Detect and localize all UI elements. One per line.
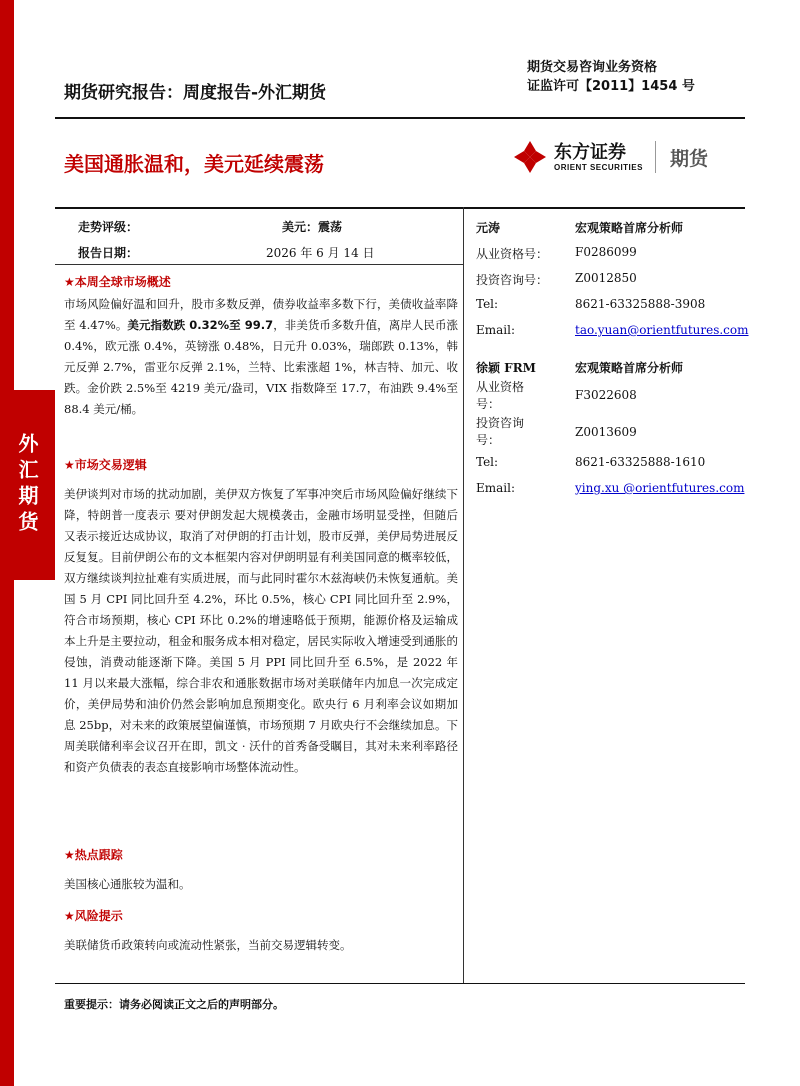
meta-rule: [55, 264, 463, 265]
analyst-2-consult-label-l1: 投资咨询: [476, 416, 525, 430]
risk-paragraph: 美联储货币政策转向或流动性紧张，当前交易逻辑转变。: [64, 938, 352, 952]
overview-text-1: 市场风险偏好温和回升，股市多数反弹，债券收益率多数下行，美债收益率降至 4.47%。: [64, 297, 458, 332]
qualification-block: [527, 58, 695, 96]
overview-text-2: ，非美货币多数升值，离岸人民币涨 0.4%，欧元涨 0.4%，英镑涨 0.48%，日元升 0.03%，瑞郎跌 0.13%，韩元反弹 2.7%，雷亚尔反弹 2.1%，兰特、比索涨超 1%，林吉特、加元、收跌。金价跌 2.5%至 4219 美元/盎司，VIX 指数降至 17.7，布油跌 9.4%至 88.4 美元/桶。: [64, 318, 458, 416]
analyst-2-email-link[interactable]: ying.xu @orientfutures.com: [575, 481, 745, 495]
analyst-1-email-label: Email:: [476, 323, 516, 337]
analyst-1-tel-value: 8621-63325888-3908: [575, 297, 706, 311]
analyst-2-email-label: Email:: [476, 481, 516, 495]
analyst-2-consult-label-l2: 号：: [476, 433, 501, 447]
company-logo: [512, 134, 742, 180]
analyst-1-license-value: F0286099: [575, 245, 637, 259]
hotspot-paragraph: 美国核心通胀较为温和。: [64, 877, 191, 891]
analyst-1-name: 元涛: [476, 221, 501, 235]
date-label: 报告日期：: [78, 246, 139, 260]
qualification-line-2: 证监许可【2011】1454 号: [527, 79, 695, 94]
rating-label: 走势评级：: [78, 220, 139, 234]
rating-value: 美元：震荡: [282, 220, 343, 234]
analyst-1-email-link[interactable]: tao.yuan@orientfutures.com: [575, 323, 749, 337]
analyst-2-tel-value: 8621-63325888-1610: [575, 455, 706, 469]
analyst-2-tel-label: Tel:: [476, 455, 499, 469]
analyst-2-consult-value: Z0013609: [575, 425, 637, 439]
analyst-2-license-label-l1: 从业资格: [476, 380, 525, 394]
header-rule: [55, 117, 745, 119]
risk-heading: ★风险提示: [64, 909, 123, 923]
analyst-1-tel-label: Tel:: [476, 297, 499, 311]
overview-heading: ★本周全球市场概述: [64, 275, 171, 289]
logo-text: [554, 143, 643, 172]
content-top-rule: [55, 207, 745, 209]
report-type-title: 期货研究报告：周度报告-外汇期货: [64, 83, 327, 103]
analyst-2-consult-label: [476, 415, 524, 449]
logo-en: ORIENT SECURITIES: [554, 162, 643, 172]
orient-logo-icon: [512, 139, 548, 175]
analyst-1-license-label: 从业资格号：: [476, 247, 549, 261]
column-divider: [463, 207, 464, 983]
footer-note: 重要提示：请务必阅读正文之后的声明部分。: [64, 998, 284, 1011]
logo-divider: [655, 141, 656, 173]
analyst-2-title: 宏观策略首席分析师: [575, 361, 684, 375]
analyst-2-license-value: F3022608: [575, 388, 637, 402]
analyst-1-consult-value: Z0012850: [575, 271, 637, 285]
analyst-2-name: 徐颖 FRM: [476, 361, 536, 375]
qualification-line-1: 期货交易咨询业务资格: [527, 60, 658, 75]
overview-highlight: 美元指数跌 0.32%至 99.7: [127, 318, 274, 332]
logic-heading: ★市场交易逻辑: [64, 458, 147, 472]
side-tab-label: 外汇期货: [15, 433, 39, 537]
analyst-2-license-label-l2: 号：: [476, 397, 501, 411]
overview-paragraph: [64, 294, 458, 420]
analyst-1-consult-label: 投资咨询号：: [476, 273, 549, 287]
analyst-2-license-label: [476, 379, 524, 413]
side-tab: [0, 390, 55, 580]
footer-rule: [55, 983, 745, 984]
logic-paragraph: 美伊谈判对市场的扰动加剧，美伊双方恢复了军事冲突后市场风险偏好继续下降，特朗普一度表示 要对伊朗发起大规模袭击，金融市场明显受挫，但随后又表示接近达成协议，取消了对伊朗的打击计划，股市反弹，美伊局势进展反反复复。目前伊朗公布的文本框架内容对伊朗明显有利美国同意的概率较低，双方继续谈判拉扯难有实质进展，而与此同时霍尔木兹海峡仍未恢复通航。美国 5 月 CPI 同比回升至 4.2%，环比 0.5%，核心 CPI 同比回升至 2.9%，符合市场预期，核心 CPI 环比 0.2%的增速略低于预期，能源价格及运输成本上升是主要拉动，租金和服务成本相对稳定，居民实际收入增速受到通胀的侵蚀，消费动能逐渐下降。美国 5 月 PPI 同比回升至 6.5%，是 2022 年 11 月以来最大涨幅，综合非农和通胀数据市场对美联储年内加息一次完成定价，美伊局势和油价仍然会影响加息预期变化。欧央行 6 月利率会议如期加息 25bp，对未来的政策展望偏谨慎，市场预期 7 月欧央行不会继续加息。下周美联储利率会议召开在即，凯文 · 沃什的首秀备受瞩目，其对未来利率路径和资产负债表的表态直接影响市场整体流动性。: [64, 487, 458, 774]
date-value: 2026 年 6 月 14 日: [266, 246, 375, 260]
hotspot-heading: ★热点跟踪: [64, 848, 123, 862]
logo-cn: 东方证券: [554, 141, 626, 163]
analyst-1-title: 宏观策略首席分析师: [575, 221, 684, 235]
report-main-title: 美国通胀温和，美元延续震荡: [64, 152, 324, 176]
logo-futures: 期货: [669, 147, 708, 170]
